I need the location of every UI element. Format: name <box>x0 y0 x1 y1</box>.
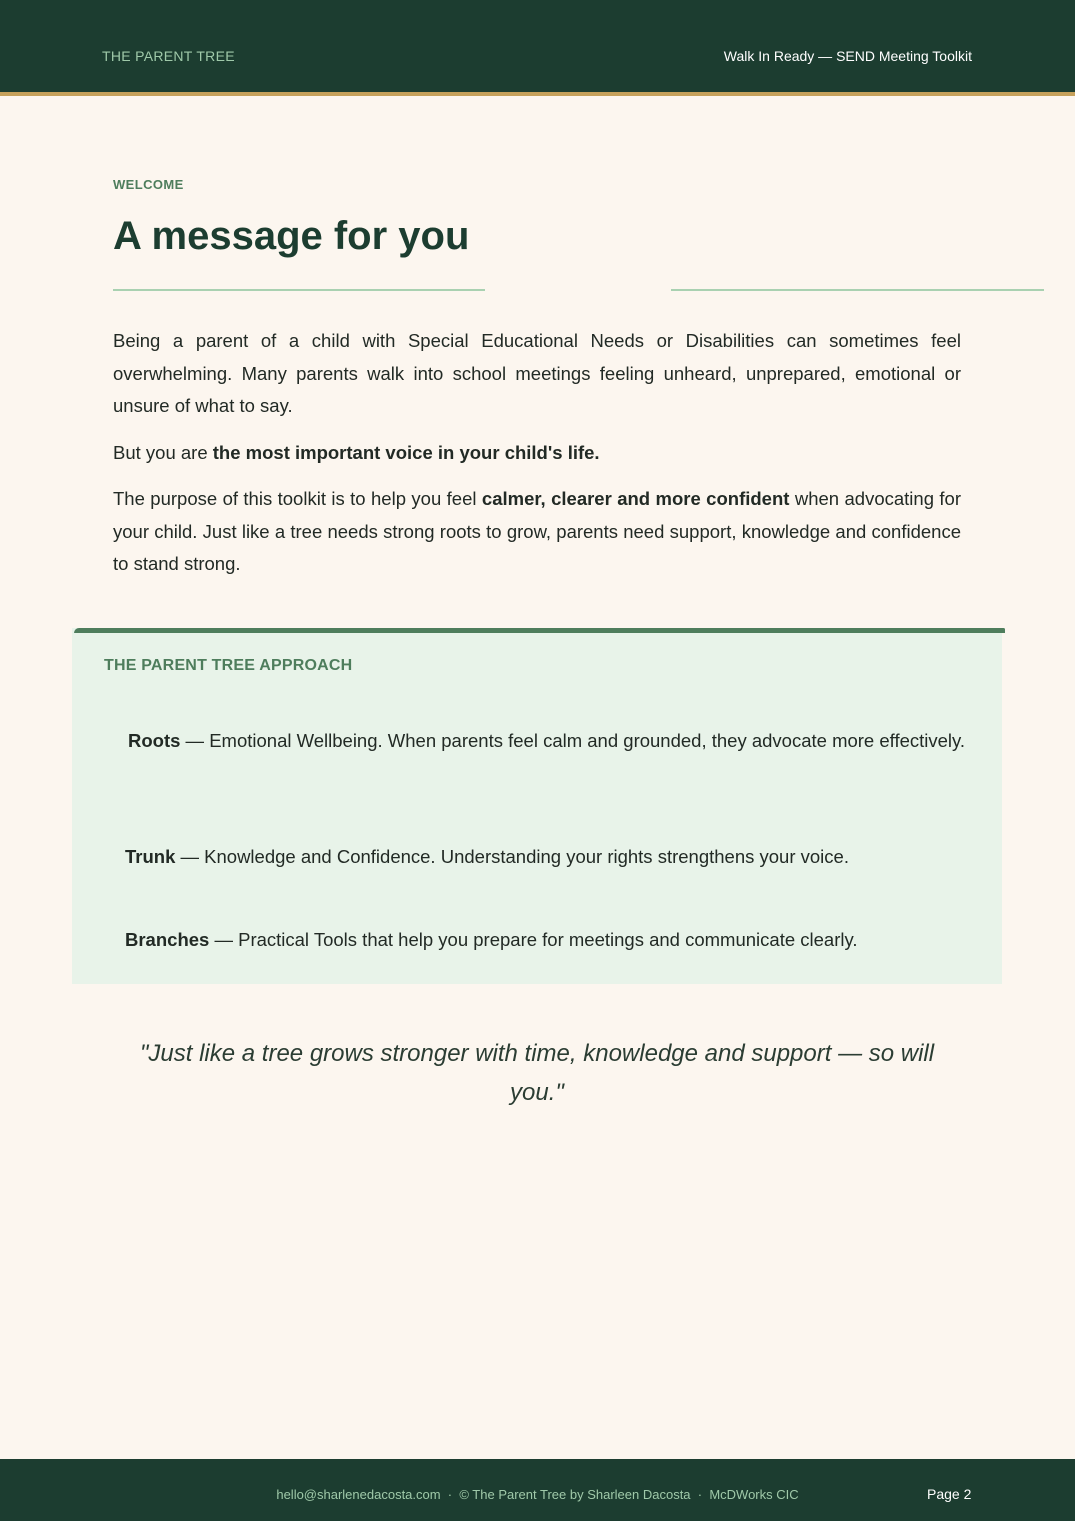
approach-item-trunk <box>104 840 970 873</box>
intro-paragraph <box>113 483 961 581</box>
intro-text-span: The purpose of this toolkit is to help you feel <box>113 488 482 509</box>
approach-item-roots <box>104 724 970 757</box>
approach-description: — Knowledge and Confidence. Understanding your rights strengthens your voice. <box>175 846 849 867</box>
approach-description: — Practical Tools that help you prepare for meetings and communicate clearly. <box>209 929 858 950</box>
brand-name: THE PARENT TREE <box>102 48 235 64</box>
intro-paragraph <box>113 437 961 470</box>
title-divider-right <box>671 289 1044 291</box>
page-header <box>0 0 1075 96</box>
approach-term: Trunk <box>125 846 176 867</box>
footer-contact: hello@sharlenedacosta.com · © The Parent Tree by Sharleen Dacosta · McDWorks CIC <box>276 1487 799 1502</box>
document-title: Walk In Ready — SEND Meeting Toolkit <box>723 48 972 64</box>
intro-text <box>113 325 961 595</box>
page-footer <box>0 1459 1075 1521</box>
title-divider-left <box>113 289 485 291</box>
page-number: Page 2 <box>927 1486 972 1502</box>
intro-emphasis: the most important voice in your child's life. <box>212 441 600 463</box>
intro-emphasis: calmer, clearer and more confident <box>481 488 790 509</box>
section-eyebrow: WELCOME <box>113 177 184 192</box>
approach-callout <box>72 628 1002 984</box>
approach-term: Branches <box>125 929 210 950</box>
intro-text-span: when advocating for your child. Just like a tree needs strong roots to grow, parents need support, knowledge and confidence to stand strong. <box>113 488 961 574</box>
callout-label: THE PARENT TREE APPROACH <box>104 657 353 674</box>
approach-term: Roots <box>128 730 181 751</box>
intro-paragraph: Being a parent of a child with Special Educational Needs or Disabilities can sometimes feel overwhelming. Many parents walk into school meetings feeling unheard, unprepared, emotional or unsure of what to say. <box>113 330 961 416</box>
callout-accent-bar <box>74 628 1005 633</box>
pull-quote: "Just like a tree grows stronger with time, knowledge and support — so will you." <box>139 1040 935 1106</box>
intro-text-span: But you are <box>113 441 213 463</box>
approach-item-branches <box>104 923 970 956</box>
page-title: A message for you <box>113 214 470 258</box>
approach-description: — Emotional Wellbeing. When parents feel calm and grounded, they advocate more effectively. <box>180 730 966 751</box>
